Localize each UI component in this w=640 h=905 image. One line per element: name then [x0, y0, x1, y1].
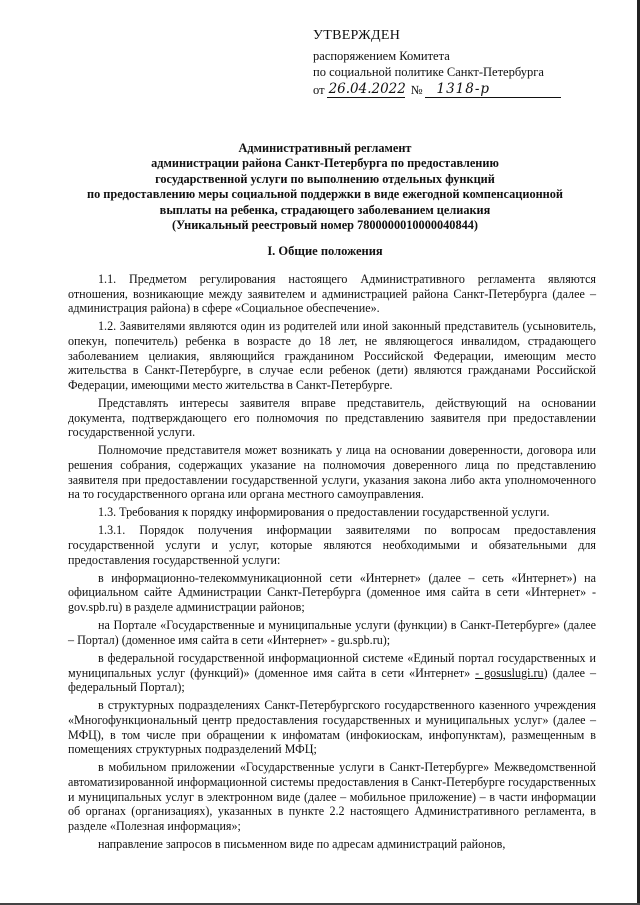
title-line: государственной услуги по выполнению отдельных функций: [155, 171, 495, 186]
federal-portal-paragraph: [68, 651, 596, 695]
document-body: [68, 272, 596, 855]
paragraph: направление запросов в письменном виде по адресам администраций районов,: [98, 836, 506, 851]
handwritten-number: 1318-р: [425, 81, 561, 99]
number-label: №: [410, 82, 423, 97]
regulation-title: [40, 141, 610, 233]
approval-line-1: распоряжением Комитета: [313, 48, 450, 63]
paragraph: в структурных подразделениях Санкт-Петербургского государственного казенного учреждения «Многофункциональный центр предоставления государственных и муниципальных услуг» (далее – МФЦ), в том числе при обращении к инфоматам (инфокиоскам, инфопунктам), размещенным в помещениях структурных подразделений МФЦ;: [68, 698, 596, 757]
approval-line-2: по социальной политике Санкт-Петербурга: [313, 65, 544, 79]
paragraph-text: в федеральной государственной информационной системе «Единый портал государственных и муниципальных услуг (функций)» (доменное имя сайта в сети «Интернет»: [68, 651, 596, 680]
paragraph: на Портале «Государственные и муниципальные услуги (функции) в Санкт-Петербурге» (далее – Портал) (доменное имя сайта в сети «Интернет» - gu.spb.ru);: [68, 618, 596, 647]
title-line: Административный регламент: [238, 141, 412, 155]
section-heading: I. Общие положения: [267, 244, 383, 258]
paragraph-text: ) (далее – федеральный Портал);: [68, 665, 596, 695]
paragraph: 1.3.1. Порядок получения информации заявителями по вопросам предоставления государственной услуги и услуг, которые являются необходимыми и обязательными для предоставления государственной услуги:: [68, 523, 596, 567]
paragraph: Представлять интересы заявителя вправе представитель, действующий на основании документа, подтверждающего его полномочия по представлению заявителя при предоставлении государственной услуги.: [68, 395, 596, 440]
paragraph: 1.2. Заявителями являются один из родителей или иной законный представитель (усыновитель, опекун, попечитель) ребенка в возрасте до 18 лет, не являющегося инвалидом, страдающего заболеванием целиакия, являющийся гражданином Российской Федерации, имеющим место жительства в Санкт-Петербурге, в случае если ребенок (дети) являются гражданами Российской Федерации, имеющими место жительства в Санкт-Петербурге.: [68, 319, 596, 392]
paragraph: 1.1. Предметом регулирования настоящего Административного регламента являются отношения, возникающие между заявителем и администрацией района Санкт-Петербурга (далее – администрация района) в сфере «Социальное обеспечение».: [68, 272, 596, 316]
title-line: администрации района Санкт-Петербурга по предоставлению: [151, 156, 499, 171]
title-line: (Уникальный реестровый номер 7800000010000040844): [172, 218, 478, 233]
approval-date-number-line: [313, 81, 561, 99]
approval-heading: УТВЕРЖДЕН: [313, 28, 401, 43]
title-line: по предоставлению меры социальной поддержки в виде ежегодной компенсационной: [87, 187, 563, 202]
gosuslugi-link: - gosuslugi.ru: [475, 665, 544, 680]
paragraph: Полномочие представителя может возникать у лица на основании доверенности, договора или решения собрания, содержащих указание на полномочия доверенного лица по представлению заявителя при предоставлении государственной услуги, указания закона либо акта уполномоченного на то государственного органа или органа местного самоуправления.: [68, 443, 596, 502]
title-line: выплаты на ребенка, страдающего заболеванием целиакия: [159, 202, 491, 217]
approval-stamp: [313, 28, 561, 98]
paragraph: в информационно-телекоммуникационной сети «Интернет» (далее – сеть «Интернет») на официальном сайте Администрации Санкт-Петербурга (доменное имя сайта в сети «Интернет» - gov.spb.ru) в разделе администрации районов;: [68, 570, 596, 615]
paragraph: 1.3. Требования к порядку информирования о предоставлении государственной услуги.: [98, 505, 550, 520]
handwritten-date: 26.04.2022: [328, 80, 406, 97]
date-prefix: от: [313, 82, 325, 97]
paragraph: в мобильном приложении «Государственные услуги в Санкт-Петербурге» Межведомственной автоматизированной информационной системы предоставления в Санкт-Петербурге государственных и муниципальных услуг в электронном виде (далее – мобильное приложение) – в части информации об органах (организациях), указанных в пункте 2.2 настоящего Административного регламента, в разделе «Полезная информация»;: [68, 760, 596, 833]
